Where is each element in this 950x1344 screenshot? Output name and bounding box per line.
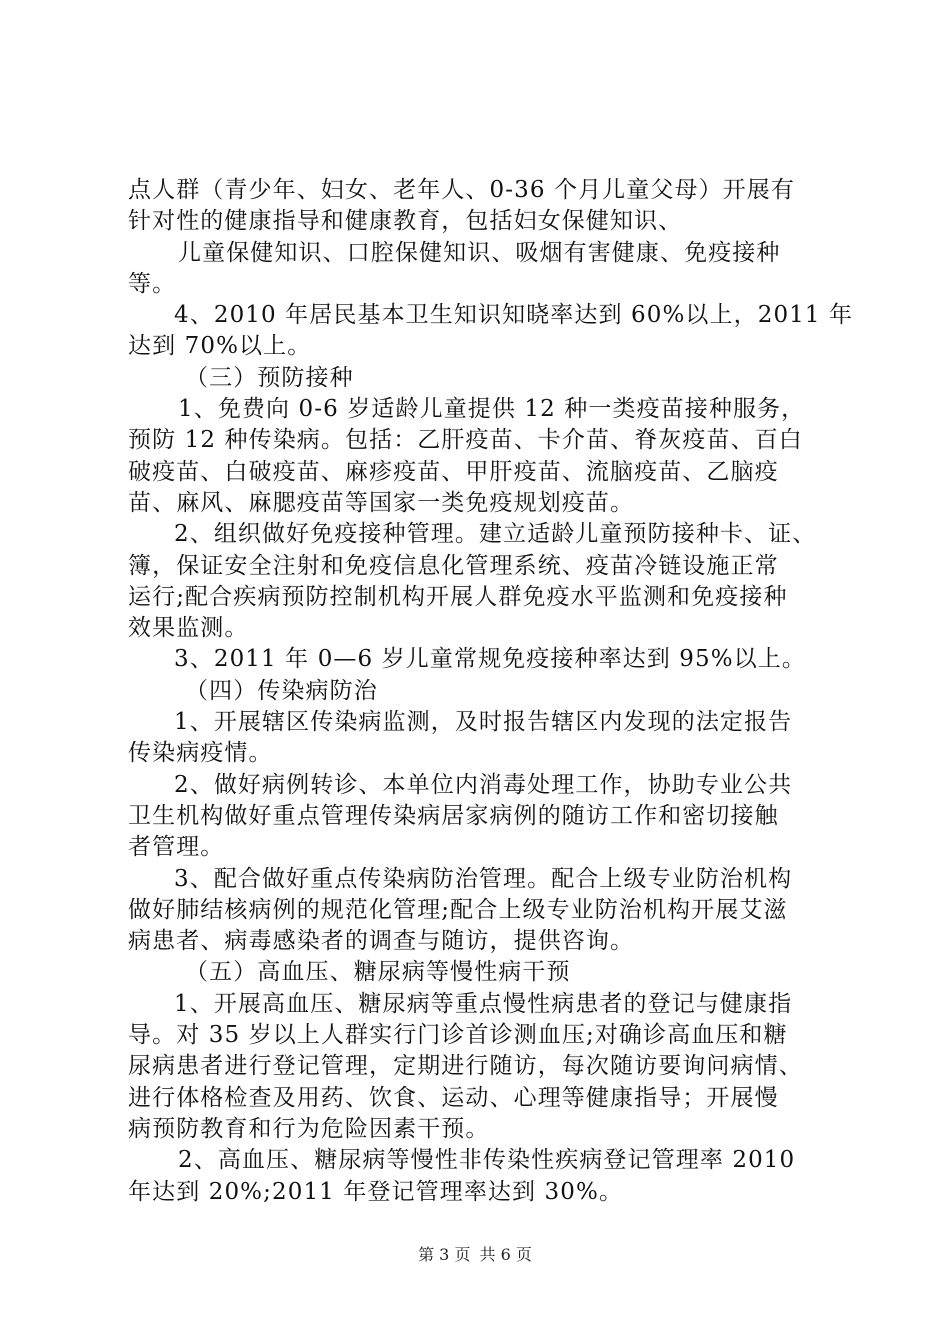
text-line: 预防 12 种传染病。包括：乙肝疫苗、卡介苗、脊灰疫苗、百白 <box>128 427 803 454</box>
text-line: 2、组织做好免疫接种管理。建立适龄儿童预防接种卡、证、 <box>174 521 817 548</box>
text-line: 导。对 35 岁以上人群实行门诊首诊测血压;对确诊高血压和糖 <box>128 1022 788 1049</box>
text-line: 2、做好病例转诊、本单位内消毒处理工作，协助专业公共 <box>174 771 793 798</box>
text-line: 3、配合做好重点传染病防治管理。配合上级专业防治机构 <box>174 865 793 892</box>
page-number: 第 3 页 <box>418 1245 471 1264</box>
text-line: 年达到 20%;2011 年登记管理率达到 30%。 <box>128 1178 624 1205</box>
text-line: 卫生机构做好重点管理传染病居家病例的随访工作和密切接触 <box>128 802 779 829</box>
text-line: 者管理。 <box>128 834 225 861</box>
text-line: 尿病患者进行登记管理，定期进行随访，每次随访要询问病情、 <box>128 1053 803 1080</box>
text-line: 点人群（青少年、妇女、老年人、0-36 个月儿童父母）开展有 <box>128 177 795 203</box>
text-line: 破疫苗、白破疫苗、麻疹疫苗、甲肝疫苗、流脑疫苗、乙脑疫 <box>128 458 779 485</box>
text-line: 进行体格检查及用药、饮食、运动、心理等健康指导；开展慢 <box>128 1084 779 1111</box>
text-line: 3、2011 年 0—6 岁儿童常规免疫接种率达到 95%以上。 <box>174 646 806 673</box>
text-line: 做好肺结核病例的规范化管理;配合上级专业防治机构开展艾滋 <box>128 896 788 923</box>
page-total: 共 6 页 <box>479 1245 532 1264</box>
text-line: 苗、麻风、麻腮疫苗等国家一类免疫规划疫苗。 <box>128 489 635 516</box>
text-line: 儿童保健知识、口腔保健知识、吸烟有害健康、免疫接种 <box>178 239 781 266</box>
text-line: 1、免费向 0-6 岁适龄儿童提供 12 种一类疫苗接种服务， <box>178 396 806 423</box>
text-line: 等。 <box>128 270 177 297</box>
text-line: 运行;配合疾病预防控制机构开展人群免疫水平监测和免疫接种 <box>128 583 788 610</box>
text-line: 病患者、病毒感染者的调查与随访，提供咨询。 <box>128 928 635 955</box>
document-body <box>128 175 854 1208</box>
text-line: 4、2010 年居民基本卫生知识知晓率达到 60%以上，2011 年 <box>174 302 854 329</box>
text-line: 2、高血压、糖尿病等慢性非传染性疾病登记管理率 2010 <box>178 1147 796 1174</box>
text-line: 达到 70%以上。 <box>128 333 312 360</box>
text-line: 簿，保证安全注射和免疫信息化管理系统、疫苗冷链设施正常 <box>128 552 779 579</box>
text-line: 1、开展辖区传染病监测，及时报告辖区内发现的法定报告 <box>174 709 793 736</box>
text-line: 传染病疫情。 <box>128 740 273 767</box>
section-heading: （四）传染病防治 <box>185 677 378 704</box>
text-line: 病预防教育和行为危险因素干预。 <box>128 1115 490 1142</box>
page-footer <box>0 1242 950 1265</box>
text-line: 效果监测。 <box>128 615 249 642</box>
section-heading: （五）高血压、糖尿病等慢性病干预 <box>185 959 571 986</box>
text-line: 1、开展高血压、糖尿病等重点慢性病患者的登记与健康指 <box>174 990 793 1017</box>
section-heading: （三）预防接种 <box>185 364 354 391</box>
text-line: 针对性的健康指导和健康教育，包括妇女保健知识、 <box>128 208 683 235</box>
